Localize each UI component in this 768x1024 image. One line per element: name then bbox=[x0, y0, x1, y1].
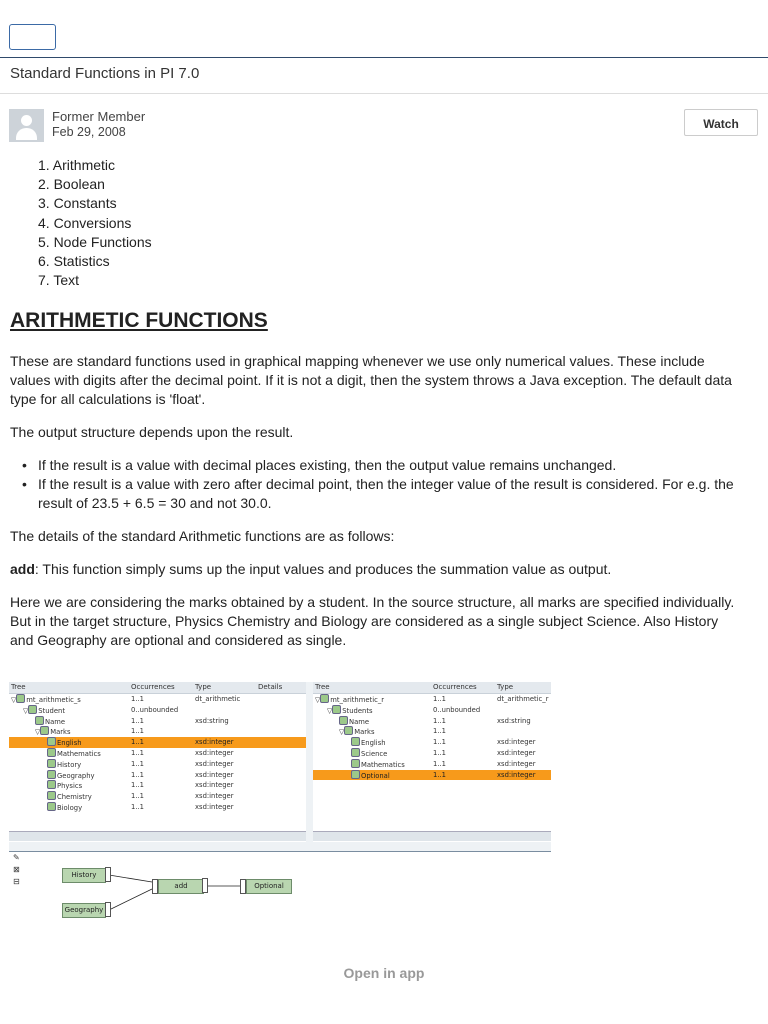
tree-row[interactable] bbox=[9, 694, 306, 705]
source-structure-pane bbox=[9, 682, 306, 842]
section-heading: ARITHMETIC FUNCTIONS bbox=[10, 309, 268, 332]
occurrence-cell: 1..1 bbox=[131, 749, 144, 757]
node-port bbox=[202, 878, 208, 893]
expand-toggle-icon[interactable]: ▽ bbox=[35, 728, 41, 737]
occurrence-cell: 1..1 bbox=[131, 759, 144, 768]
list-item: • If the result is a value with decimal places existing, then the output value remains unchanged. bbox=[38, 456, 748, 475]
tree-row[interactable] bbox=[9, 737, 306, 748]
avatar[interactable] bbox=[9, 109, 44, 142]
connector-line bbox=[109, 875, 152, 882]
tree-row[interactable] bbox=[9, 705, 306, 716]
column-header: Tree bbox=[315, 683, 330, 691]
tree-node-name bbox=[351, 770, 390, 782]
node-icon bbox=[40, 726, 49, 735]
type-cell: xsd:integer bbox=[195, 759, 234, 768]
expand-toggle-icon[interactable]: ▽ bbox=[11, 696, 17, 704]
add-function-node[interactable]: add bbox=[158, 879, 204, 894]
column-header: Occurrences bbox=[433, 683, 477, 691]
node-icon bbox=[16, 694, 25, 703]
type-cell: xsd:integer bbox=[195, 803, 234, 811]
occurrence-cell: 1..1 bbox=[433, 749, 446, 757]
node-label: Optional bbox=[361, 771, 390, 780]
toc-item[interactable]: 7. Text bbox=[38, 272, 79, 289]
type-cell: xsd:integer bbox=[195, 749, 234, 757]
source-header bbox=[9, 682, 306, 694]
toc-item[interactable]: 6. Statistics bbox=[38, 252, 110, 269]
tree-row[interactable] bbox=[9, 716, 306, 727]
geography-node[interactable]: Geography bbox=[62, 903, 106, 918]
connector-line bbox=[109, 889, 152, 910]
column-header: Tree bbox=[11, 683, 26, 691]
add-desc-text: : This function simply sums up the input values and produces the summation value as output. bbox=[34, 561, 612, 577]
tree-row[interactable] bbox=[9, 770, 306, 781]
node-icon bbox=[351, 770, 360, 779]
node-label: Geography bbox=[57, 771, 95, 780]
occurrence-cell: 1..1 bbox=[131, 695, 144, 703]
type-cell: xsd:integer bbox=[195, 770, 234, 779]
node-label: mt_arithmetic_r bbox=[330, 696, 385, 704]
node-label: Science bbox=[361, 750, 388, 758]
node-label: Name bbox=[45, 717, 66, 726]
node-icon bbox=[47, 791, 56, 800]
intro-paragraph: These are standard functions used in graphical mapping whenever we use only numerical values. These include values with digits after the decimal point. If it is not a digit, then the system throws a Java exception. The default data type for all calculations is 'float'. bbox=[10, 353, 732, 407]
tree-row[interactable] bbox=[9, 726, 306, 737]
occurrence-cell: 1..1 bbox=[433, 738, 446, 747]
type-cell: xsd:integer bbox=[497, 738, 536, 747]
output-note: The output structure depends upon the result. bbox=[10, 424, 294, 440]
type-cell: xsd:integer bbox=[497, 770, 536, 779]
example-paragraph: Here we are considering the marks obtained by a student. In the source structure, all marks are specified individually. But in the target structure, Physics Chemistry and Biology are considered as a single subject Science. Also History and Geography are optional and considered as single. bbox=[10, 594, 735, 648]
tree-row[interactable] bbox=[313, 705, 551, 716]
type-cell: xsd:integer bbox=[195, 738, 234, 747]
column-header: Type bbox=[497, 683, 514, 691]
occurrence-cell: 1..1 bbox=[433, 759, 446, 768]
column-header: Type bbox=[195, 683, 212, 691]
toc-item[interactable]: 5. Node Functions bbox=[38, 233, 152, 250]
toc-item[interactable]: 2. Boolean bbox=[38, 176, 105, 193]
expand-toggle-icon[interactable]: ▽ bbox=[339, 728, 345, 737]
avatar-head-icon bbox=[21, 115, 32, 126]
node-icon bbox=[47, 802, 56, 811]
mapping-graph bbox=[9, 852, 551, 934]
occurrence-cell: 1..1 bbox=[433, 727, 446, 736]
tree-row[interactable] bbox=[313, 770, 551, 781]
column-header: Details bbox=[258, 683, 283, 691]
horizontal-scrollbar[interactable] bbox=[9, 831, 306, 841]
occurrence-cell: 0..unbounded bbox=[433, 705, 481, 714]
node-port bbox=[105, 902, 111, 917]
type-cell: xsd:integer bbox=[195, 792, 234, 801]
node-icon bbox=[47, 759, 56, 768]
target-header bbox=[313, 682, 551, 694]
occurrence-cell: 1..1 bbox=[131, 727, 144, 736]
node-icon bbox=[351, 737, 360, 746]
avatar-body-icon bbox=[16, 128, 37, 140]
node-icon bbox=[47, 748, 56, 757]
post-date: Feb 29, 2008 bbox=[52, 125, 126, 139]
node-port bbox=[105, 867, 111, 882]
node-label: Mathematics bbox=[57, 750, 101, 758]
node-label: Students bbox=[342, 706, 373, 715]
node-label: Chemistry bbox=[57, 793, 92, 802]
occurrence-cell: 1..1 bbox=[131, 792, 144, 801]
tree-row[interactable] bbox=[9, 802, 306, 813]
node-icon bbox=[351, 748, 360, 757]
author-name[interactable]: Former Member bbox=[52, 109, 146, 124]
top-bar bbox=[0, 0, 768, 58]
node-label: Physics bbox=[57, 782, 83, 791]
type-cell: xsd:integer bbox=[195, 781, 234, 790]
node-label: Marks bbox=[354, 728, 375, 737]
list-item: • If the result is a value with zero after decimal point, then the integer value of the result is considered. For e.g. the result of 23.5 + 6.5 = 30 and not 30.0. bbox=[38, 475, 748, 513]
result-bullets bbox=[38, 456, 748, 513]
add-description bbox=[10, 560, 745, 579]
occurrence-cell: 1..1 bbox=[131, 770, 144, 779]
link-icon[interactable]: ⊠ bbox=[13, 865, 20, 874]
graph-toolbar bbox=[13, 852, 27, 888]
type-cell: dt_arithmetic bbox=[195, 695, 241, 703]
node-icon bbox=[320, 694, 329, 703]
node-icon bbox=[351, 759, 360, 768]
details-intro: The details of the standard Arithmetic functions are as follows: bbox=[10, 528, 395, 544]
tree-row[interactable] bbox=[9, 791, 306, 802]
pencil-icon[interactable]: ✎ bbox=[13, 853, 20, 862]
watch-button[interactable] bbox=[684, 109, 758, 136]
expand-toggle-icon[interactable]: ▽ bbox=[23, 706, 29, 715]
toc-item[interactable]: 4. Conversions bbox=[38, 214, 132, 231]
node-label: English bbox=[57, 739, 82, 748]
node-label: Mathematics bbox=[361, 760, 405, 769]
node-label: English bbox=[361, 739, 386, 748]
open-in-app-link[interactable]: Open in app bbox=[343, 965, 425, 981]
occurrence-cell: 1..1 bbox=[131, 803, 144, 811]
mapping-screenshot bbox=[9, 682, 551, 934]
type-cell: xsd:integer bbox=[497, 749, 536, 757]
table-of-contents bbox=[38, 156, 152, 290]
type-cell: dt_arithmetic_r bbox=[497, 695, 549, 703]
node-icon bbox=[344, 726, 353, 735]
type-cell: xsd:string bbox=[195, 716, 229, 725]
divider bbox=[0, 93, 768, 94]
node-label: Student bbox=[38, 706, 65, 715]
menu-button[interactable] bbox=[9, 24, 56, 50]
node-label: Name bbox=[349, 717, 370, 726]
optional-node[interactable]: Optional bbox=[246, 879, 292, 894]
tree-row[interactable] bbox=[9, 748, 306, 759]
node-icon bbox=[332, 705, 341, 714]
history-node[interactable]: History bbox=[62, 868, 106, 883]
tree-row[interactable] bbox=[313, 759, 551, 770]
target-structure-pane bbox=[313, 682, 551, 842]
type-cell: xsd:integer bbox=[497, 759, 536, 768]
node-label: mt_arithmetic_s bbox=[26, 696, 81, 704]
add-term: add bbox=[10, 561, 35, 577]
toc-item[interactable]: 3. Constants bbox=[38, 195, 117, 212]
tree-node-name bbox=[47, 802, 82, 814]
occurrence-cell: 0..unbounded bbox=[131, 705, 179, 714]
watch-label: Watch bbox=[703, 117, 739, 131]
node-icon bbox=[47, 780, 56, 789]
node-icon bbox=[339, 716, 348, 725]
occurrence-cell: 1..1 bbox=[131, 781, 144, 790]
occurrence-cell: 1..1 bbox=[131, 716, 144, 725]
occurrence-cell: 1..1 bbox=[433, 716, 446, 725]
node-icon bbox=[35, 716, 44, 725]
column-header: Occurrences bbox=[131, 683, 175, 691]
node-icon bbox=[28, 705, 37, 714]
tree-row[interactable] bbox=[9, 759, 306, 770]
tree-row[interactable] bbox=[313, 694, 551, 705]
horizontal-scrollbar[interactable] bbox=[313, 831, 551, 841]
tree-row[interactable] bbox=[313, 748, 551, 759]
node-label: Marks bbox=[50, 728, 71, 737]
node-label: History bbox=[57, 760, 82, 769]
node-icon bbox=[47, 737, 56, 746]
node-icon bbox=[47, 770, 56, 779]
occurrence-cell: 1..1 bbox=[433, 695, 446, 703]
tree-row[interactable] bbox=[313, 726, 551, 737]
expand-toggle-icon[interactable]: ▽ bbox=[327, 706, 333, 715]
page-title: Standard Functions in PI 7.0 bbox=[10, 65, 200, 82]
node-label: Biology bbox=[57, 804, 83, 812]
occurrence-cell: 1..1 bbox=[131, 738, 144, 747]
tree-row[interactable] bbox=[313, 737, 551, 748]
tree-row[interactable] bbox=[313, 716, 551, 727]
expand-toggle-icon[interactable]: ▽ bbox=[315, 696, 321, 704]
toc-item[interactable]: 1. Arithmetic bbox=[38, 157, 116, 173]
occurrence-cell: 1..1 bbox=[433, 770, 446, 779]
type-cell: xsd:string bbox=[497, 716, 531, 725]
delete-icon[interactable]: ⊟ bbox=[13, 877, 20, 886]
tree-row[interactable] bbox=[9, 780, 306, 791]
